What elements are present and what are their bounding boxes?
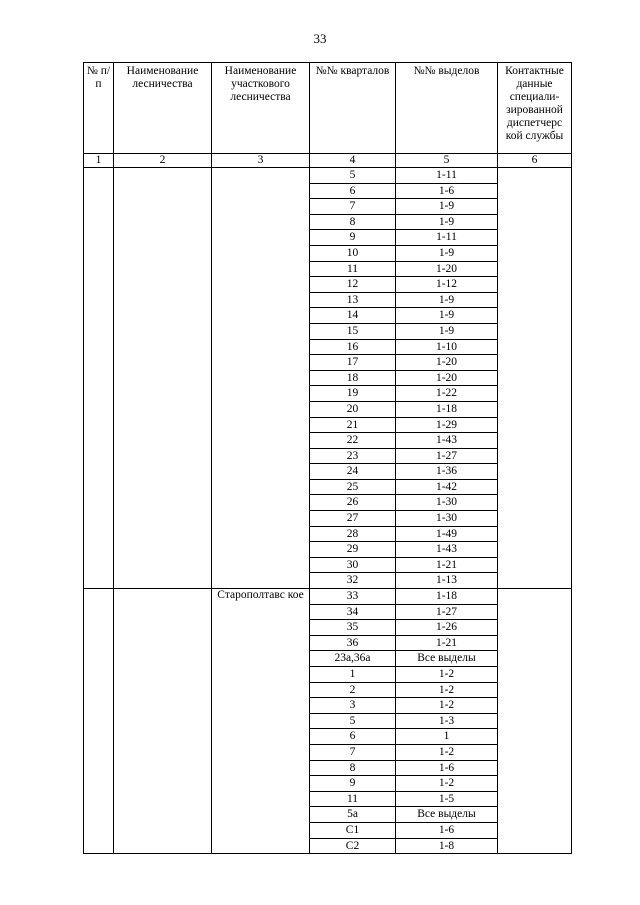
allotment-cell: Все выделы — [396, 807, 498, 823]
quarter-cell: С1 — [310, 822, 396, 838]
quarter-cell: 2 — [310, 682, 396, 698]
allotment-cell: 1-2 — [396, 776, 498, 792]
allotment-cell: 1-11 — [396, 168, 498, 184]
allotment-cell: 1-20 — [396, 370, 498, 386]
quarter-cell: 30 — [310, 557, 396, 573]
quarter-cell: 15 — [310, 323, 396, 339]
quarter-cell: 23 — [310, 448, 396, 464]
quarter-cell: 8 — [310, 214, 396, 230]
header-cell: Контактные данные специали-зированной диспетчерс кой службы — [498, 63, 572, 154]
allotment-cell: 1-21 — [396, 557, 498, 573]
allotment-cell: 1-20 — [396, 261, 498, 277]
quarter-cell: 5а — [310, 807, 396, 823]
allotment-cell: 1-2 — [396, 698, 498, 714]
header-cell: Наименование участкового лесничества — [212, 63, 310, 154]
allotment-cell: 1-49 — [396, 526, 498, 542]
allotment-cell: 1-2 — [396, 744, 498, 760]
page-number: 33 — [313, 31, 327, 46]
column-number: 2 — [114, 154, 212, 168]
column-number-row — [84, 154, 572, 168]
allotment-cell: 1-9 — [396, 323, 498, 339]
quarter-cell: 36 — [310, 635, 396, 651]
district-name-cell — [212, 168, 310, 589]
allotment-cell: 1-9 — [396, 292, 498, 308]
allotment-cell: 1-21 — [396, 635, 498, 651]
quarter-cell: 11 — [310, 261, 396, 277]
quarter-cell: 5 — [310, 713, 396, 729]
contact-cell — [498, 589, 572, 854]
allotment-cell: 1-43 — [396, 542, 498, 558]
quarter-cell: 11 — [310, 791, 396, 807]
row-number-cell — [84, 168, 114, 589]
allotment-cell: 1-9 — [396, 199, 498, 215]
table-row — [84, 168, 572, 184]
quarter-cell: 34 — [310, 604, 396, 620]
allotment-cell: 1-22 — [396, 386, 498, 402]
header-cell: №№ выделов — [396, 63, 498, 154]
allotment-cell: 1-30 — [396, 495, 498, 511]
quarter-cell: 35 — [310, 620, 396, 636]
allotment-cell: 1-8 — [396, 838, 498, 854]
header-cell: № п/п — [84, 63, 114, 154]
quarter-cell: 32 — [310, 573, 396, 589]
forestry-name-cell — [114, 168, 212, 589]
district-name-cell: Старополтавс кое — [212, 589, 310, 854]
quarter-cell: 25 — [310, 479, 396, 495]
allotment-cell: 1-9 — [396, 214, 498, 230]
quarter-cell: 21 — [310, 417, 396, 433]
quarter-cell: 23а,36а — [310, 651, 396, 667]
quarter-cell: 6 — [310, 183, 396, 199]
column-number: 3 — [212, 154, 310, 168]
allotment-cell: 1-6 — [396, 183, 498, 199]
column-number: 5 — [396, 154, 498, 168]
quarter-cell: 13 — [310, 292, 396, 308]
allotment-cell: 1-13 — [396, 573, 498, 589]
quarter-cell: 7 — [310, 199, 396, 215]
quarter-cell: 17 — [310, 355, 396, 371]
allotment-cell: 1-18 — [396, 589, 498, 605]
quarter-cell: 18 — [310, 370, 396, 386]
allotment-cell: 1-9 — [396, 245, 498, 261]
forestry-name-cell — [114, 589, 212, 854]
quarter-cell: 19 — [310, 386, 396, 402]
quarter-cell: 10 — [310, 245, 396, 261]
quarter-cell: 6 — [310, 729, 396, 745]
allotment-cell: 1-36 — [396, 464, 498, 480]
table-row — [84, 589, 572, 605]
quarter-cell: 29 — [310, 542, 396, 558]
quarter-cell: 5 — [310, 168, 396, 184]
quarter-cell: 9 — [310, 230, 396, 246]
allotment-cell: 1-6 — [396, 822, 498, 838]
column-number: 6 — [498, 154, 572, 168]
quarter-cell: 7 — [310, 744, 396, 760]
header-row — [84, 63, 572, 154]
row-number-cell — [84, 589, 114, 854]
contact-cell — [498, 168, 572, 589]
allotment-cell: 1-6 — [396, 760, 498, 776]
quarter-cell: С2 — [310, 838, 396, 854]
quarter-cell: 33 — [310, 589, 396, 605]
column-number: 1 — [84, 154, 114, 168]
allotment-cell: 1-20 — [396, 355, 498, 371]
allotment-cell: 1-2 — [396, 682, 498, 698]
group-1-body — [84, 168, 572, 589]
forestry-table — [83, 62, 572, 854]
quarter-cell: 8 — [310, 760, 396, 776]
allotment-cell: 1-12 — [396, 277, 498, 293]
allotment-cell: 1-43 — [396, 433, 498, 449]
allotment-cell: Все выделы — [396, 651, 498, 667]
allotment-cell: 1-18 — [396, 401, 498, 417]
quarter-cell: 27 — [310, 511, 396, 527]
quarter-cell: 3 — [310, 698, 396, 714]
header-cell: №№ кварталов — [310, 63, 396, 154]
allotment-cell: 1-26 — [396, 620, 498, 636]
allotment-cell: 1-27 — [396, 604, 498, 620]
quarter-cell: 28 — [310, 526, 396, 542]
column-number: 4 — [310, 154, 396, 168]
quarter-cell: 14 — [310, 308, 396, 324]
allotment-cell: 1-3 — [396, 713, 498, 729]
allotment-cell: 1-2 — [396, 667, 498, 683]
allotment-cell: 1-9 — [396, 308, 498, 324]
quarter-cell: 9 — [310, 776, 396, 792]
allotment-cell: 1-27 — [396, 448, 498, 464]
allotment-cell: 1-10 — [396, 339, 498, 355]
allotment-cell: 1-30 — [396, 511, 498, 527]
allotment-cell: 1 — [396, 729, 498, 745]
header-cell: Наименование лесничества — [114, 63, 212, 154]
allotment-cell: 1-29 — [396, 417, 498, 433]
quarter-cell: 12 — [310, 277, 396, 293]
quarter-cell: 20 — [310, 401, 396, 417]
allotment-cell: 1-5 — [396, 791, 498, 807]
group-2-body — [84, 589, 572, 854]
allotment-cell: 1-42 — [396, 479, 498, 495]
quarter-cell: 22 — [310, 433, 396, 449]
quarter-cell: 24 — [310, 464, 396, 480]
quarter-cell: 16 — [310, 339, 396, 355]
quarter-cell: 1 — [310, 667, 396, 683]
allotment-cell: 1-11 — [396, 230, 498, 246]
quarter-cell: 26 — [310, 495, 396, 511]
